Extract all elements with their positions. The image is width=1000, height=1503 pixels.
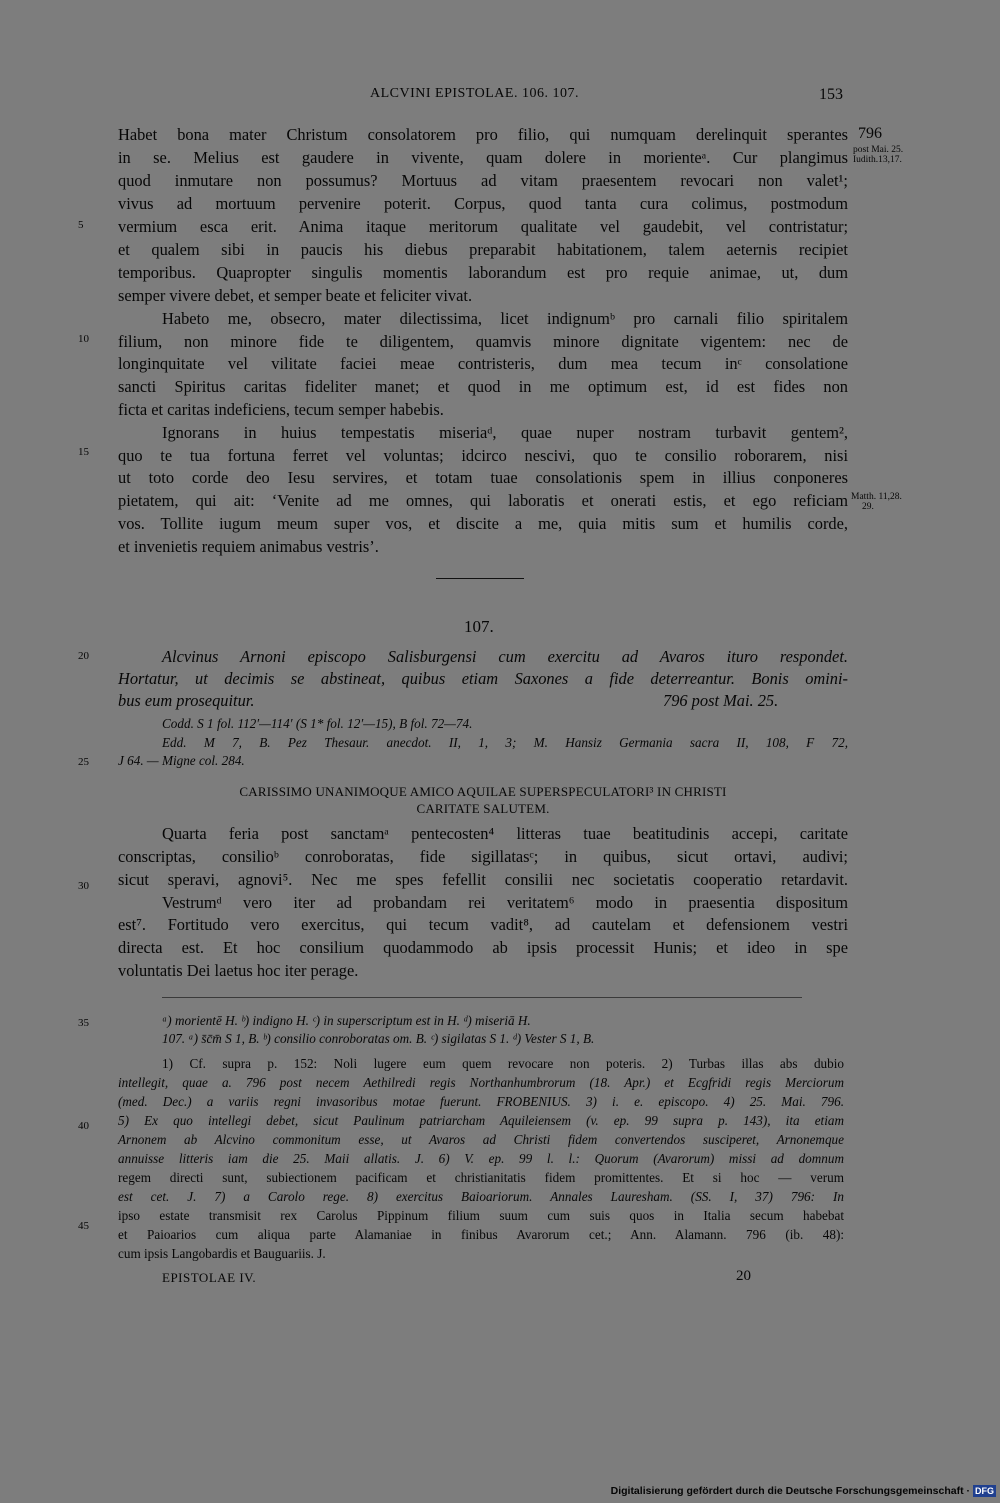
dfg-logo: DFG: [975, 1486, 994, 1496]
editions-line: J 64. — Migne col. 284.: [118, 753, 245, 768]
text-line: vos. Tollite iugum meum super vos, et discite a me, quia mitis sum et humilis corde,: [118, 514, 848, 533]
line-number: 15: [78, 446, 89, 458]
signature-left: EPISTOLAE IV.: [162, 1270, 257, 1285]
summary-line: Hortatur, ut decimis se abstineat, quibus etiam Saxones a fide deterreantur. Bonis omini-: [118, 669, 848, 688]
line-number: 10: [78, 333, 89, 345]
text-line: quod inmutare non possumus? Mortuus ad vitam praesentem revocari non valet¹;: [118, 171, 848, 190]
footnote-line: Arnonem ab Alcvino commonitum esse, ut Avaros ad Christi fidem convertendos susciperet, Arnonemque: [118, 1132, 844, 1147]
funding-note: [611, 1484, 996, 1498]
footnote-line: intellegit, quae a. 796 post necem Aethilredi regis Northanhumbrorum (18. Apr.) et Ecgfridi regis Merciorum: [118, 1075, 844, 1090]
text-line: pietatem, qui ait: ‘Venite ad me omnes, qui laboratis et onerati estis, et ego reficiam: [118, 491, 848, 510]
margin-ref-matth: Matth. 11,28.: [851, 492, 902, 502]
footnote-line: 5) Ex quo intellegi debet, sicut Paulinum patriarcham Aquileiensem (v. ep. 99 supra p. 143), ita etiam: [118, 1113, 844, 1128]
footnote-line: 1) Cf. supra p. 152: Noli lugere eum quem revocare non poteris. 2) Turbas illas abs dubio: [162, 1056, 844, 1071]
margin-ref-post-mai: post Mai. 25.: [853, 145, 904, 155]
editions-line: Edd. M 7, B. Pez Thesaur. anecdot. II, 1, 3; M. Hansiz Germania sacra II, 108, F 72,: [162, 735, 848, 750]
margin-ref-iudith: Iudith.13,17.: [853, 155, 902, 165]
text-line: ficta et caritas indeficiens, tecum semper habebis.: [118, 400, 444, 419]
text-line: ut toto corde deo Iesu servires, et totam tuae consolationis spem in illius conponeres: [118, 468, 848, 487]
letter-date: 796 post Mai. 25.: [663, 691, 779, 710]
text-line: est⁷. Fortitudo vero exercitus, qui tecum vadit⁸, ad cautelam et defensionem vestri: [118, 915, 848, 934]
apparatus-line: ᵃ) morientē H. ᵇ) indigno H. ᶜ) in superscriptum est in H. ᵈ) miseriā H.: [162, 1013, 531, 1028]
margin-year: 796: [858, 125, 882, 142]
text-line: filium, non minore fide te diligentem, quamvis minore dignitate vigentem: nec de: [118, 332, 848, 351]
margin-ref-matth-verse: 29.: [862, 502, 874, 512]
text-line: Quarta feria post sanctamᵃ pentecosten⁴ litteras tuae beatitudinis accepi, caritate: [162, 824, 848, 843]
line-number: 30: [78, 880, 89, 892]
line-number: 35: [78, 1017, 89, 1029]
text-line: Vestrumᵈ vero iter ad probandam rei veritatem⁶ modo in praesentia dispositum: [162, 893, 848, 912]
text-line: vivus ad mortuum pervenire poterit. Corpus, quod tanta cura colimus, postmodum: [118, 194, 848, 213]
signature-right: 20: [736, 1268, 751, 1284]
footnote-line: est cet. J. 7) a Carolo rege. 8) exercitus Baioariorum. Annales Lauresham. (SS. I, 37) 796: In: [118, 1189, 844, 1204]
text-line: voluntatis Dei laetus hoc iter perage.: [118, 961, 359, 980]
running-title: ALCVINI EPISTOLAE. 106. 107.: [370, 86, 579, 101]
text-line: directa est. Et hoc consilium quodammodo ab ipsis processit Hunis; et ideo in spe: [118, 938, 848, 957]
footnote-line: (med. Dec.) a variis regni invasoribus motae fuerunt. FROBENIUS. 3) i. e. episcopo. 4) 25. Mai. 796.: [118, 1094, 844, 1109]
text-line: vermium esca erit. Anima itaque meritorum qualitate vel gaudebit, vel contristatur;: [118, 217, 848, 236]
text-line: in se. Melius est gaudere in vivente, quam dolere in morienteᵃ. Cur plangimus: [118, 148, 848, 167]
apparatus-divider: [162, 997, 802, 998]
salutation-line: CARISSIMO UNANIMOQUE AMICO AQUILAE SUPERSPECULATORI³ IN CHRISTI: [239, 784, 727, 799]
funding-text: Digitalisierung gefördert durch die Deutsche Forschungsgemeinschaft ·: [610, 1485, 970, 1497]
text-line: et qualem sibi in paucis his diebus preparabit habitationem, talem aeternis recipiet: [118, 240, 848, 259]
section-divider: [436, 578, 524, 579]
text-line: quo te tua fortuna ferret vel voluntas; idcirco nescivi, quo te consilio roborarem, nisi: [118, 446, 848, 465]
text-line: longinquitate vel vilitate faciei meae contristeris, dum mea tecum inᶜ consolatione: [118, 354, 848, 373]
salutation-line: CARITATE SALUTEM.: [416, 801, 550, 816]
text-line: temporibus. Quapropter singulis momentis laborandum est pro requie animae, ut, dum: [118, 263, 848, 282]
footnote-line: cum ipsis Langobardis et Bauguariis. J.: [118, 1246, 326, 1261]
line-number: 45: [78, 1220, 89, 1232]
footnote-line: regem directi sunt, subiectionem pacificam et christianitatis fidem promittentes. Et si hoc — verum: [118, 1170, 844, 1185]
line-number: 25: [78, 756, 89, 768]
line-number: 40: [78, 1120, 89, 1132]
text-line: conscriptas, consilioᵇ conroboratas, fide sigillatasᶜ; in quibus, sicut ortavi, audivi;: [118, 847, 848, 866]
summary-line: Alcvinus Arnoni episcopo Salisburgensi cum exercitu ad Avaros ituro respondet.: [162, 647, 848, 666]
codices-line: Codd. S 1 fol. 112′—114′ (S 1* fol. 12′—15), B fol. 72—74.: [162, 716, 473, 731]
text-line: Habeto me, obsecro, mater dilectissima, licet indignumᵇ pro carnali filio spiritalem: [162, 309, 848, 328]
text-line: sancti Spiritus caritas fideliter manet; et quod in me optimum est, id est fides non: [118, 377, 848, 396]
summary-line: bus eum prosequitur.: [118, 691, 255, 710]
line-number: 20: [78, 650, 89, 662]
apparatus-line: 107. ᵃ) s̄c̄m̄ S 1, B. ᵇ) consilio conroboratas om. B. ᶜ) sigilatas S 1. ᵈ) Vester S 1, B.: [162, 1031, 595, 1046]
running-head: [0, 86, 1000, 108]
footnote-line: ipso estate transmisit rex Carolus Pippinum filium suum cum suis quos in Italia secum habebat: [118, 1208, 844, 1223]
line-number: 5: [78, 219, 84, 231]
salutation: [118, 783, 848, 817]
text-line: Habet bona mater Christum consolatorem pro filio, qui numquam derelinquit sperantes: [118, 125, 848, 144]
text-line: et invenietis requiem animabus vestris’.: [118, 537, 379, 556]
text-line: semper vivere debet, et semper beate et feliciter vivat.: [118, 286, 473, 305]
text-line: sicut speravi, agnovi⁵. Nec me spes fefellit consilii nec societatis cooperatio retardavit.: [118, 870, 848, 889]
footnote-line: annuisse litteris iam die 25. Maii allatis. J. 6) V. ep. 99 l. l.: Quorum (Avarorum) missi ad domnum: [118, 1151, 844, 1166]
footnote-line: et Paioarios cum aliqua parte Alamaniae in finibus Avarorum cet.; Ann. Alamann. 796 (ib. 48):: [118, 1227, 844, 1242]
letter-number: 107.: [464, 617, 494, 636]
text-line: Ignorans in huius tempestatis miseriaᵈ, quae nuper nostram turbavit gentem²,: [162, 423, 848, 442]
page-number: 153: [819, 86, 843, 103]
